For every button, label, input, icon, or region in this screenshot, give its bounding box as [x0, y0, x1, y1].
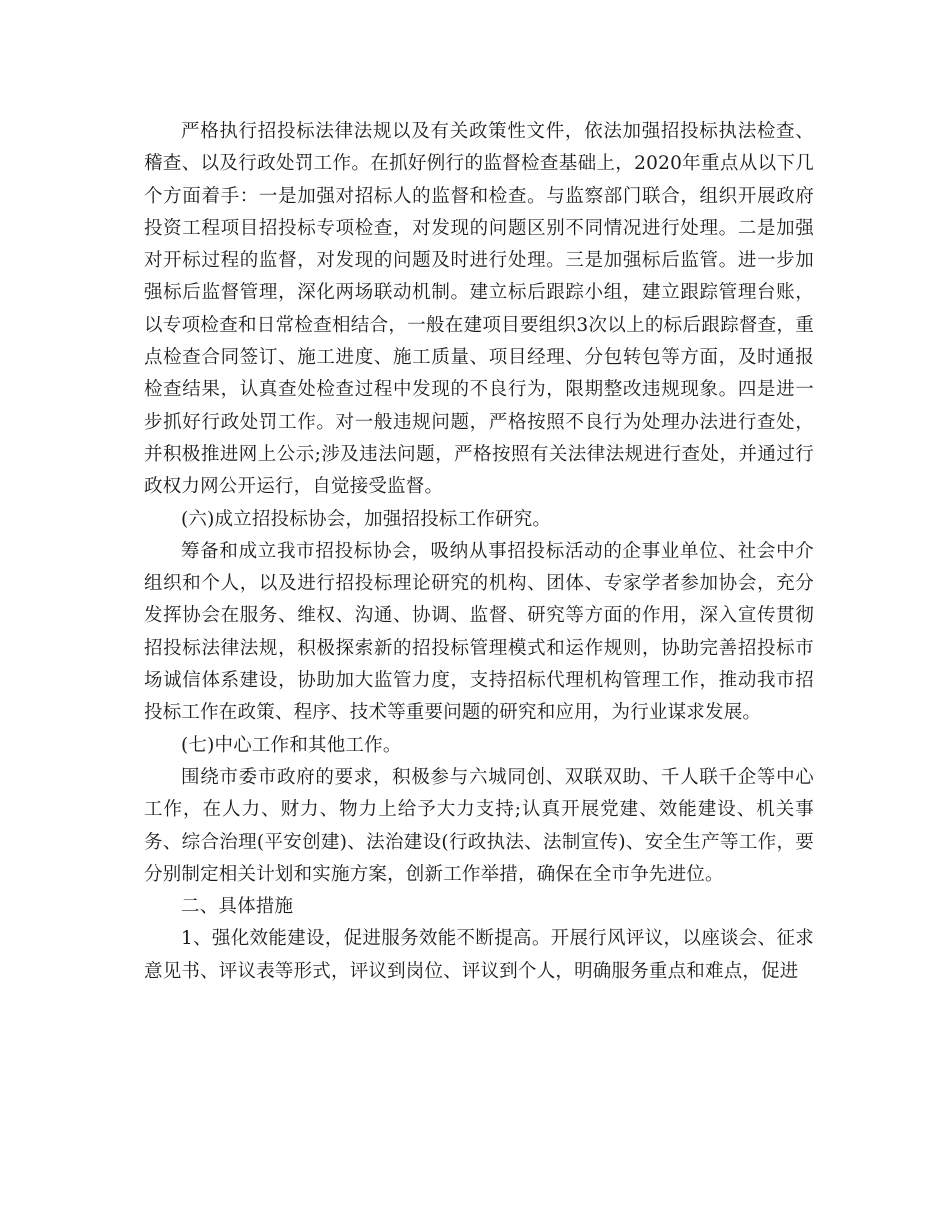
heading-section-six: (六)成立招投标协会，加强招投标工作研究。 [181, 508, 552, 530]
paragraph-enforcement: 严格执行招投标法律法规以及有关政策性文件，依法加强招投标执法检查、稽查、以及行政处罚工作。在抓好例行的监督检查基础上，2020年重点从以下几个方面着手：一是加强对招标人的监督和检查。与监察部门联合，组织开展政府投资工程项目招投标专项检查，对发现的问题区别不同情况进行处理。二是加强对开标过程的监督，对发现的问题及时进行处理。三是加强标后监管。进一步加强标后监督管理，深化两场联动机制。建立标后跟踪小组，建立跟踪管理台账，以专项检查和日常检查相结合，一般在建项目要组织3次以上的标后跟踪督查，重点检查合同签订、施工进度、施工质量、项目经理、分包转包等方面，及时通报检查结果，认真查处检查过程中发现的不良行为，限期整改违规现象。四是进一步抓好行政处罚工作。对一般违规问题，严格按照不良行为处理办法进行查处，并积极推进网上公示;涉及违法问题，严格按照有关法律法规进行查处，并通过行政权力网公开运行，自觉接受监督。 [144, 121, 814, 498]
paragraph-central-work: 围绕市委市政府的要求，积极参与六城同创、双联双助、千人联千企等中心工作，在人力、财力、物力上给予大力支持;认真开展党建、效能建设、机关事务、综合治理(平安创建)、法治建设(行政执法、法制宣传)、安全生产等工作，要分别制定相关计划和实施方案，创新工作举措，确保在全市争先进位。 [144, 766, 814, 885]
document-body [144, 116, 814, 988]
heading-section-seven: (七)中心工作和其他工作。 [181, 734, 402, 756]
paragraph-efficiency: 1、强化效能建设，促进服务效能不断提高。开展行风评议，以座谈会、征求意见书、评议表等形式，评议到岗位、评议到个人，明确服务重点和难点，促进 [144, 928, 814, 982]
paragraph-association: 筹备和成立我市招投标协会，吸纳从事招投标活动的企事业单位、社会中介组织和个人，以及进行招投标理论研究的机构、团体、专家学者参加协会，充分发挥协会在服务、维权、沟通、协调、监督、研究等方面的作用，深入宣传贯彻招投标法律法规，积极探索新的招投标管理模式和运作规则，协助完善招投标市场诚信体系建设，协助加大监管力度，支持招标代理机构管理工作，推动我市招投标工作在政策、程序、技术等重要问题的研究和应用，为行业谋求发展。 [144, 540, 814, 724]
heading-specific-measures: 二、具体措施 [181, 896, 294, 918]
